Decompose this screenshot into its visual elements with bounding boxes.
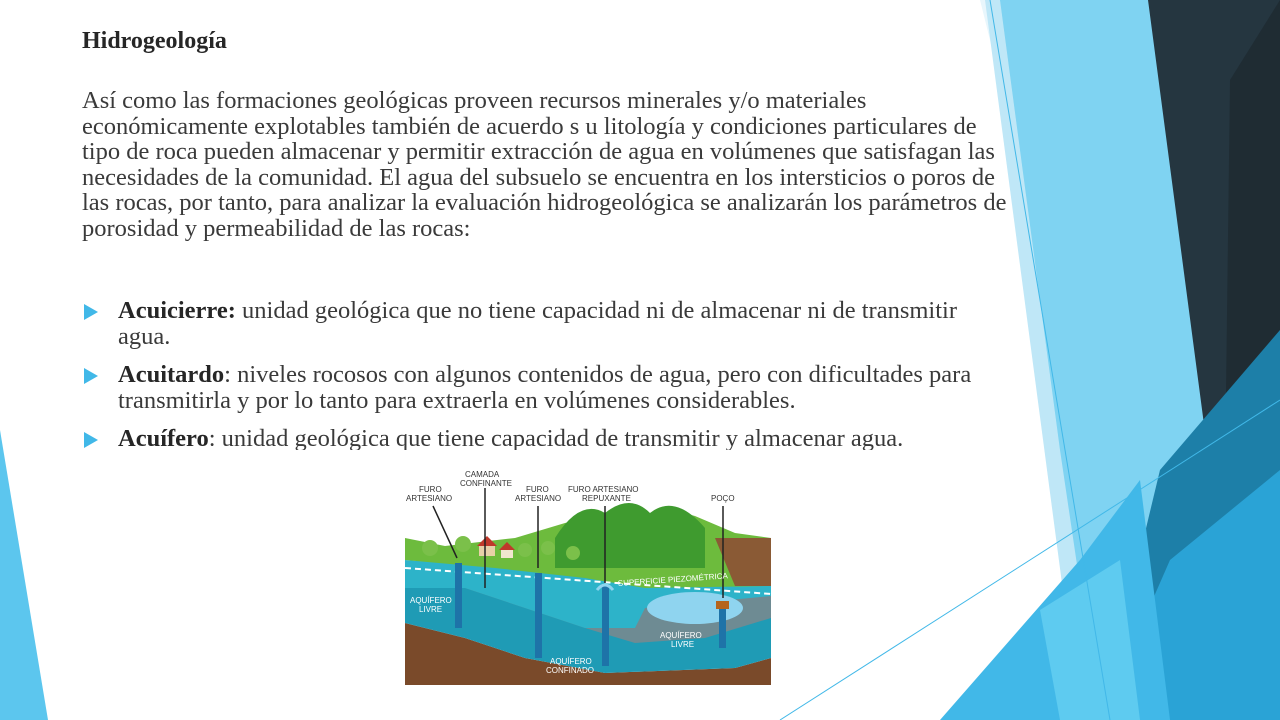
label-aquifero-livre-2: AQUÍFERO [660, 631, 702, 640]
label-aquifero-livre-1: AQUÍFERO [410, 596, 452, 605]
well-poco [719, 603, 726, 648]
aquifer-diagram [405, 468, 771, 685]
label-poco: POÇO [711, 494, 735, 503]
bullet-list [82, 298, 1002, 450]
house-wall [479, 546, 495, 556]
bullet-term: Acuitardo [118, 361, 225, 388]
bullet-triangle-icon [84, 368, 98, 384]
bullet-triangle-icon [84, 432, 98, 448]
bullet-term: Acuífero [118, 425, 209, 450]
bullet-text: unidad geológica que no tiene capacidad ni de almacenar ni de transmitir agua. [118, 297, 958, 350]
label-furo-artesiano-2: FURO [526, 485, 549, 494]
tree-icon [566, 546, 580, 560]
label-furo-artesiano-2b: ARTESIANO [515, 494, 562, 503]
bullet-item-acuitardo [82, 362, 1002, 413]
tree-icon [541, 541, 555, 555]
intro-paragraph: Así como las formaciones geológicas proveen recursos minerales y/o materiales económicamente explotables también de acuerdo s u litología y condiciones particulares de tipo de roca pueden almacenar y permitir extracción de agua en volúmenes que satisfagan las necesidades de la comunidad. El agua del subsuelo se encuentra en los intersticios o poros de las rocas, por tanto, para analizar la evaluación hidrogeológica se analizarán los parámetros de porosidad y permeabilidad de las rocas: [82, 87, 1007, 242]
label-repuxante: FURO ARTESIANO [568, 485, 639, 494]
bullet-triangle-icon [84, 304, 98, 320]
left-edge-shape [0, 430, 48, 720]
label-aquifero-livre-1b: LIVRE [419, 605, 443, 614]
label-repuxante-b: REPUXANTE [582, 494, 631, 503]
bullet-item-acuicierre [82, 298, 1002, 349]
label-furo-artesiano-1: FURO [419, 485, 442, 494]
bullet-list-area [82, 292, 1022, 450]
label-aquifero-confinado: AQUÍFERO [550, 657, 592, 666]
tree-icon [422, 540, 438, 556]
label-aquifero-livre-2b: LIVRE [671, 640, 695, 649]
well-head-icon [716, 601, 729, 609]
tree-icon [518, 543, 532, 557]
label-camada: CAMADA [465, 470, 500, 479]
label-furo-artesiano-1b: ARTESIANO [406, 494, 453, 503]
bullet-term: Acuicierre: [118, 297, 236, 324]
bullet-text: : unidad geológica que tiene capacidad de transmitir y almacenar agua. [208, 425, 904, 450]
house-wall [501, 550, 513, 558]
slide-title: Hidrogeología [82, 28, 227, 54]
well-artesian-1 [455, 563, 462, 628]
bullet-text: : niveles rocosos con algunos contenidos de agua, pero con dificultades para transmitirla y por lo tanto para extraerla en volúmenes considerables. [118, 361, 972, 414]
well-repuxante [602, 586, 609, 666]
tree-icon [455, 536, 471, 552]
label-superficie: SUPERFICIE PIEZOMÉTRICA [617, 571, 729, 588]
label-aquifero-confinado-b: CONFINADO [546, 666, 594, 675]
well-artesian-2 [535, 573, 542, 658]
bullet-item-acuifero [82, 426, 1002, 450]
label-camada-b: CONFINANTE [460, 479, 512, 488]
